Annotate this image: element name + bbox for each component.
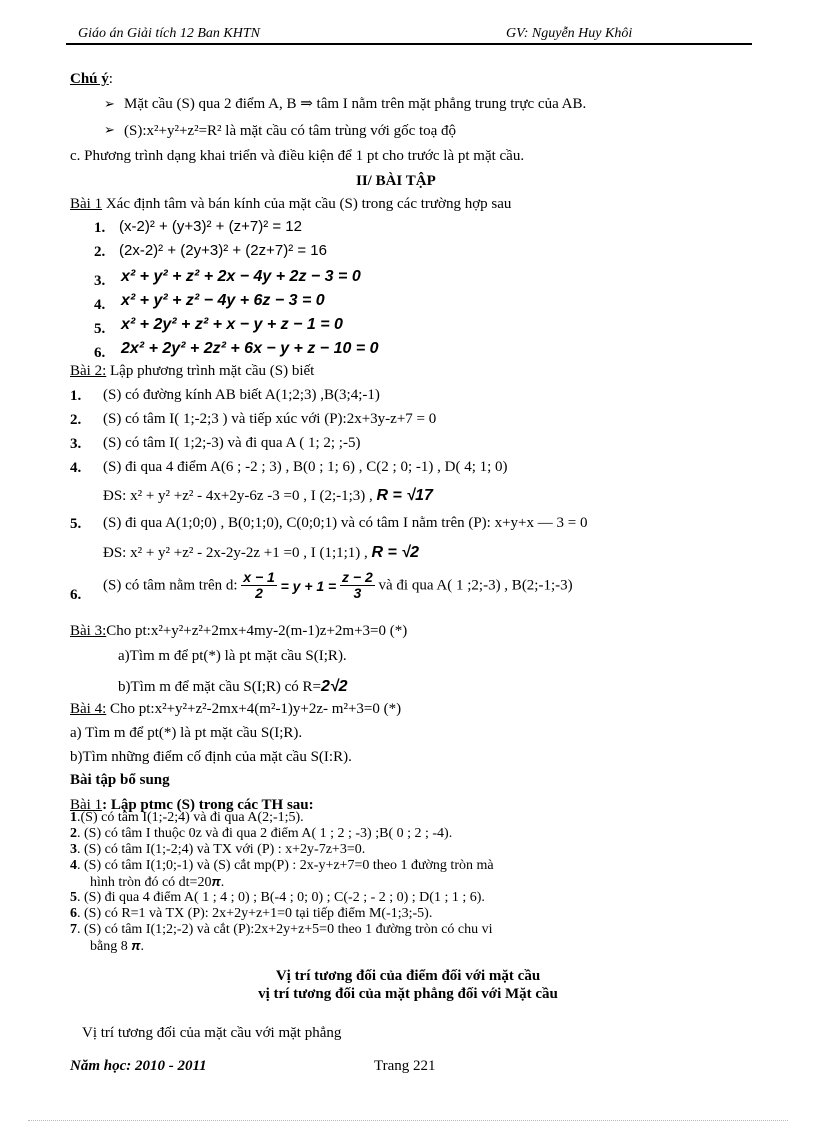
bai1-num-1: 1. [94, 220, 106, 236]
bai2-label: Bài 2: [70, 363, 107, 379]
bai2-num-4: 4. [70, 460, 82, 476]
bai3-b [118, 677, 348, 696]
pi-symbol: π [131, 938, 141, 953]
bai2-item-4: (S) đi qua 4 điểm A(6 ; -2 ; 3) , B(0 ; 1; 6) , C(2 ; 0; -1) , D( 4; 1; 0) [103, 459, 508, 475]
supp-item-6 [70, 906, 432, 923]
supp-item-7 [70, 922, 493, 939]
bai1-eq-1: (x-2)² + (y+3)² + (z+7)² = 12 [119, 218, 302, 235]
supp-title: Bài tập bổ sung [70, 772, 170, 788]
ds5-text: ĐS: x² + y² +z² - 2x-2y-2z +1 =0 , I (1;1;1) , [103, 545, 368, 561]
header-left: Giáo án Giải tích 12 Ban KHTN [78, 26, 261, 41]
supp-text-7: . (S) có tâm I(1;2;-2) và cắt (P):2x+2y+z+5=0 theo 1 đường tròn có chu vi [77, 922, 493, 937]
section-title: II/ BÀI TẬP [356, 173, 436, 189]
supp-text: : Lập ptmc (S) trong các TH sau: [102, 797, 314, 813]
bai3-text: Cho pt:x²+y²+z²+2mx+4my-2(m-1)z+2m+3=0 (*) [106, 623, 408, 639]
footer-divider [28, 1120, 788, 1121]
bai1-num-3: 3. [94, 273, 106, 289]
bai2-num-3: 3. [70, 436, 82, 452]
bai1-eq-6: 2x² + 2y² + 2z² + 6x − y + z − 10 = 0 [121, 340, 379, 357]
bai2-item-2: (S) có tâm I( 1;-2;3 ) và tiếp xúc với (P):2x+3y-z+7 = 0 [103, 411, 437, 427]
bai2-item-1: (S) có đường kính AB biết A(1;2;3) ,B(3;4;-1) [103, 387, 380, 403]
bai4-a: a) Tìm m để pt(*) là pt mặt cầu S(I;R). [70, 725, 303, 741]
line-d-fraction-x [241, 570, 277, 602]
bai2-answer-4 [103, 486, 433, 505]
supp-label: Bài 1 [70, 797, 103, 813]
bai1-text: Xác định tâm và bán kính của mặt cầu (S) trong các trường hợp sau [105, 196, 512, 212]
bai3-b-text: b)Tìm m để mặt cầu S(I;R) có R= [118, 679, 321, 695]
position-subtitle: Vị trí tương đối của mặt cầu với mặt phẳng [82, 1025, 342, 1041]
bai2-num-6: 6. [70, 587, 82, 603]
supp-num-4: 4 [70, 858, 77, 873]
supp-item-4-cont-text: hình tròn đó có dt=20 [90, 875, 212, 890]
supp-num-2: 2 [70, 826, 77, 841]
bai2-num-2: 2. [70, 412, 82, 428]
bai1-eq-2: (2x-2)² + (2y+3)² + (2z+7)² = 16 [119, 242, 327, 259]
ds4-text: ĐS: x² + y² +z² - 4x+2y-6z -3 =0 , I (2;-1;3) , [103, 488, 373, 504]
frac-x-den: 2 [255, 585, 263, 602]
supp-item-4 [70, 858, 494, 875]
bai1-num-2: 2. [94, 244, 106, 260]
bai3-heading [70, 622, 407, 640]
supp-item-2 [70, 826, 452, 843]
supp-item-3 [70, 842, 365, 859]
supp-text-2: . (S) có tâm I thuộc 0z và đi qua 2 điểm A( 1 ; 2 ; -3) ;B( 0 ; 2 ; -4). [77, 826, 453, 841]
supp-num-1: 1 [70, 810, 77, 825]
bai2-num-1: 1. [70, 388, 82, 404]
bai1-heading [70, 195, 511, 213]
pi-symbol: π [211, 874, 221, 889]
bai3-label: Bài 3: [70, 623, 107, 639]
bai2-item-5: (S) đi qua A(1;0;0) , B(0;1;0), C(0;0;1) và có tâm I nằm trên (P): x+y+x — 3 = 0 [103, 515, 588, 531]
supp-num-5: 5 [70, 890, 77, 905]
header-right: GV: Nguyễn Huy Khôi [506, 26, 633, 41]
frac-x-num: x − 1 [243, 569, 275, 585]
header-rule [66, 43, 752, 45]
supp-item-1 [70, 810, 304, 827]
bai1-eq-4: x² + y² + z² − 4y + 6z − 3 = 0 [121, 292, 325, 309]
arrow-bullet-icon: ➢ [104, 122, 115, 137]
ds4-radius: R = √17 [376, 487, 433, 504]
bai2-item-6-text: (S) có tâm nằm trên d: [103, 577, 238, 594]
line-d-middle: = y + 1 = [280, 577, 337, 594]
bai1-num-5: 5. [94, 321, 106, 337]
supp-text-1: .(S) có tâm I(1;-2;4) và đi qua A(2;-1;5). [77, 810, 304, 825]
frac-z-num: z − 2 [342, 569, 373, 585]
bai2-num-5: 5. [70, 516, 82, 532]
note-item-c: c. Phương trình dạng khai triển và điều kiện để 1 pt cho trước là pt mặt cầu. [70, 148, 525, 164]
bai4-label: Bài 4: [70, 701, 107, 717]
bai1-num-6: 6. [94, 345, 106, 361]
frac-z-den: 3 [353, 585, 362, 602]
note-item-2: (S):x²+y²+z²=R² là mặt cầu có tâm trùng với gốc toạ độ [124, 123, 457, 139]
supp-num-7: 7 [70, 922, 77, 937]
bai4-text: Cho pt:x²+y²+z²-2mx+4(m²-1)y+2z- m²+3=0 (*) [106, 701, 402, 717]
bai1-label: Bài 1 [70, 196, 103, 212]
supp-text-3: . (S) có tâm I(1;-2;4) và TX với (P) : x+2y-7z+3=0. [77, 842, 366, 857]
supp-item-4-dot: . [220, 875, 225, 890]
bai1-num-4: 4. [94, 297, 106, 313]
bai2-heading [70, 362, 314, 380]
supp-text-5: . (S) đi qua 4 điểm A( 1 ; 4 ; 0) ; B(-4 ; 0; 0) ; C(-2 ; - 2 ; 0) ; D(1 ; 1 ; 6). [77, 890, 485, 905]
footer-year: Năm học: 2010 - 2011 [70, 1058, 207, 1074]
note-item-1: Mặt cầu (S) qua 2 điểm A, B ⇒ tâm I nằm trên mặt phẳng trung trực của AB. [124, 96, 587, 112]
position-title-1: Vị trí tương đối của điểm đối với mặt cầu [275, 968, 541, 984]
bai2-item-6-tail: và đi qua A( 1 ;2;-3) , B(2;-1;-3) [378, 577, 573, 594]
bai1-eq-5: x² + 2y² + z² + x − y + z − 1 = 0 [121, 316, 343, 333]
bai3-a: a)Tìm m để pt(*) là pt mặt cầu S(I;R). [118, 648, 347, 664]
note-heading [70, 70, 113, 88]
ds5-radius: R = √2 [371, 544, 420, 561]
note-title: Chú ý [70, 71, 109, 87]
bai2-text: Lập phương trình mặt cầu (S) biết [106, 363, 315, 379]
supp-num-6: 6 [70, 906, 77, 921]
bai4-heading [70, 700, 401, 718]
note-colon: : [108, 71, 113, 87]
bai1-eq-3: x² + y² + z² + 2x − 4y + 2z − 3 = 0 [121, 268, 361, 285]
bai2-item-6 [103, 570, 573, 602]
position-title-2: vị trí tương đối của mặt phẳng đối với Mặt cầu [258, 986, 558, 1002]
supp-text-6: . (S) có R=1 và TX (P): 2x+2y+z+1=0 tại tiếp điểm M(-1;3;-5). [77, 906, 433, 921]
supp-item-7-cont-text: bằng 8 [90, 939, 128, 954]
arrow-bullet-icon: ➢ [104, 96, 115, 111]
bai2-answer-5 [103, 543, 419, 562]
bai4-b: b)Tìm những điểm cố định của mặt cầu S(I:R). [70, 749, 352, 765]
supp-text-4: . (S) có tâm I(1;0;-1) và (S) cắt mp(P) : 2x-y+z+7=0 theo 1 đường tròn mà [77, 858, 494, 873]
supp-item-7-cont [90, 938, 144, 956]
supp-item-7-dot: . [140, 939, 144, 954]
bai3-b-value: 2√2 [321, 678, 348, 695]
line-d-fraction-z [340, 570, 375, 602]
footer-page-number: Trang 221 [374, 1058, 436, 1074]
bai2-item-3: (S) có tâm I( 1;2;-3) và đi qua A ( 1; 2; ;-5) [103, 435, 361, 451]
supp-item-5 [70, 890, 485, 907]
supp-num-3: 3 [70, 842, 77, 857]
